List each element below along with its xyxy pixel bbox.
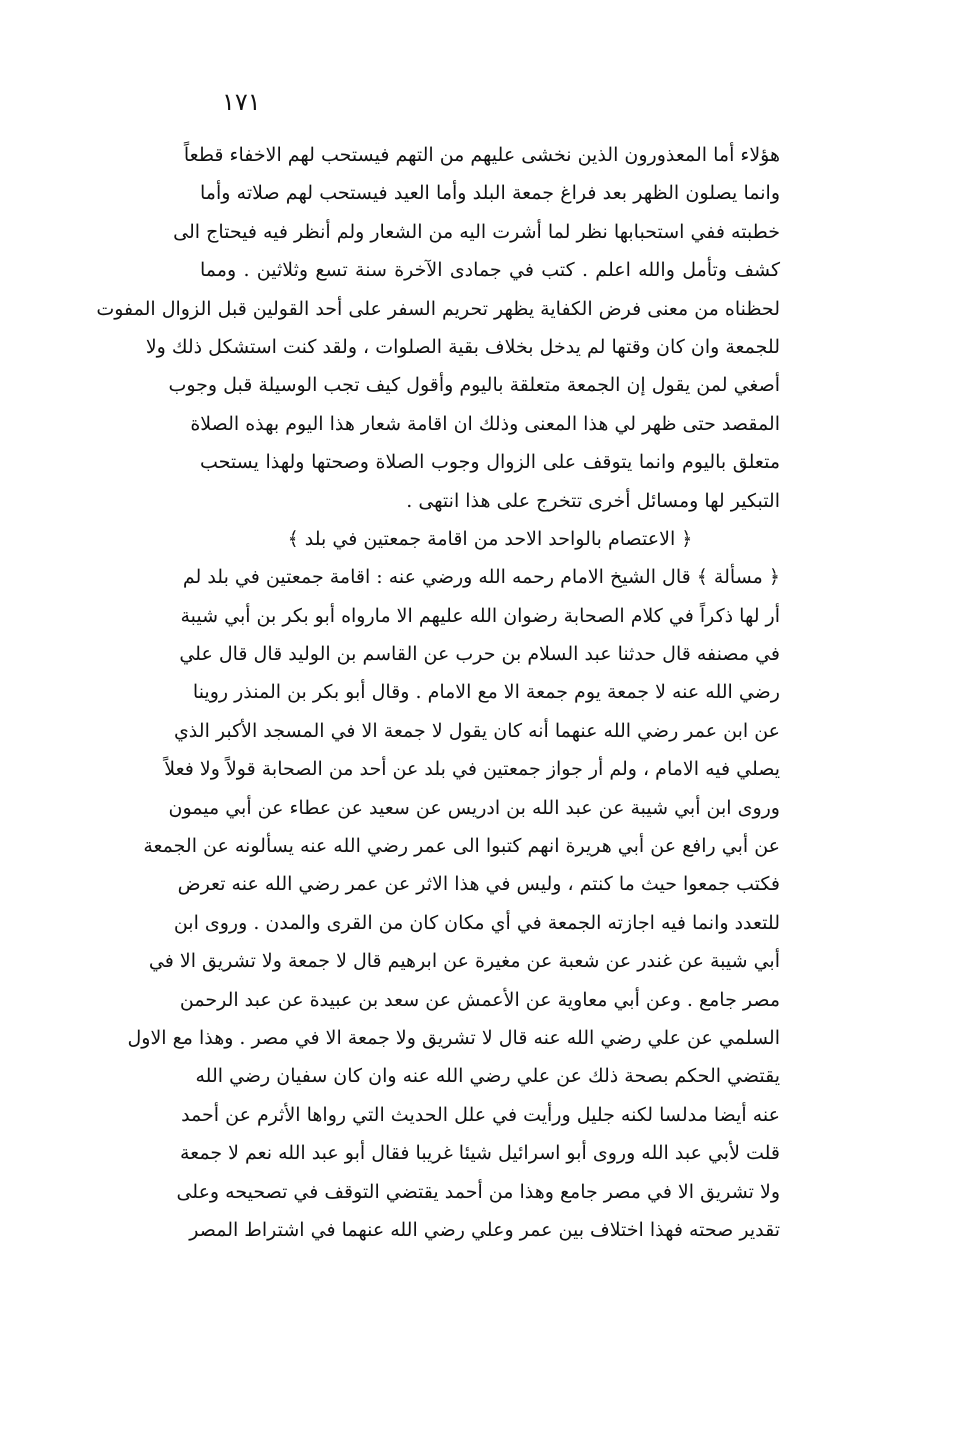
text-line: وروى ابن أبي شيبة عن عبد الله بن ادريس عن سعيد عن عطاء عن أبي ميمون [168, 796, 780, 819]
text-line: كشف وتأمل والله اعلم . كتب في جمادى الآخرة سنة تسع وثلاثين . ومما [200, 259, 780, 282]
text-line: يقتضي الحكم بصحة ذلك عن علي رضي الله عنه وان كان سفيان رضي الله [195, 1065, 780, 1088]
text-line: قلت لأبي عبد الله وروى أبو اسرائيل شيئا غريبا فقال أبو عبد الله نعم لا جمعة [179, 1142, 780, 1165]
text-line: ﴿ مسألة ﴾ قال الشيخ الامام رحمه الله ورضي عنه : اقامة جمعتين في بلد لم [182, 566, 780, 589]
text-line: ولا تشريق الا في مصر جامع وهذا من أحمد يقتضي التوقف في تصحيحه وعلى [176, 1180, 780, 1203]
section-heading: ﴿ الاعتصام بالواحد الاحد من اقامة جمعتين في بلد ﴾ [287, 527, 693, 550]
text-line: أصغي لمن يقول إن الجمعة متعلقة باليوم وأقول كيف تجب الوسيلة قبل وجوب [168, 374, 780, 397]
text-line: هؤلاء أما المعذورون الذين نخشى عليهم من التهم فيستحب لهم الاخفاء قطعاً [183, 144, 780, 166]
text-line: للجمعة وان كان وقتها لم يدخل بخلاف بقية الصلوات ، ولقد كنت استشكل ذلك ولا [145, 335, 780, 358]
text-line: في مصنفه قال حدثنا عبد السلام بن حرب عن القاسم بن الوليد قال قال علي [179, 643, 780, 666]
page-number: ١٧١ [222, 88, 261, 116]
text-line: مصر جامع . وعن أبي معاوية عن الأعمش عن سعد بن عبيدة عن عبد الرحمن [179, 988, 780, 1011]
text-line: التبكير لها ومسائل أخرى تتخرج على هذا انتهى . [406, 489, 780, 512]
text-line: المقصد حتى ظهر لي هذا المعنى وذلك ان اقامة شعار هذا اليوم بهذه الصلاة [190, 412, 780, 435]
text-line: وانما يصلون الظهر بعد فراغ جمعة البلد وأما العيد فيستحب لهم صلاته وأما [200, 182, 780, 205]
text-line: رضي الله عنه لا جمعة يوم جمعة الا مع الامام . وقال أبو بكر بن المنذر روينا [192, 681, 780, 704]
text-line: عنه أيضا مدلسا لكنه جليل ورأيت في علل الحديث التي رواها الأثرم عن أحمد [181, 1103, 780, 1126]
text-line: فكتب جمعوا حيث ما كنتم ، وليس في هذا الاثر عن عمر رضي الله عنه تعرض [177, 873, 780, 896]
text-line: خطبته ففي استحبابها نظر لما أشرت اليه من الشعار ولم أنظر فيه فيحتاج الى [173, 220, 780, 243]
text-line: السلمي عن علي رضي الله عنه قال لا تشريق ولا جمعة الا في مصر . وهذا مع الاول [127, 1026, 780, 1049]
text-line: يصلي فيه الامام ، ولم أر جواز جمعتين في بلد عن أحد من الصحابة قولاً ولا فعلاً [164, 758, 780, 781]
text-line: لحظناه من معنى فرض الكفاية يظهر تحريم السفر على أحد القولين قبل الزوال المفوت [96, 297, 780, 320]
body-text [96, 136, 780, 1249]
text-line: أر لها ذكراً في كلام الصحابة رضوان الله عليهم الا مارواه أبو بكر بن أبي شيبة [180, 604, 780, 627]
text-line: متعلق باليوم وانما يتوقف على الزوال وجوب الصلاة وصحتها ولهذا يستحب [200, 451, 780, 474]
text-line: تقدير صحته فهذا اختلاف بين عمر وعلي رضي الله عنهما في اشتراط المصر [189, 1218, 780, 1241]
text-line: عن ابن عمر رضي الله عنهما أنه كان يقول لا جمعة الا في المسجد الأكبر الذي [173, 719, 780, 742]
text-line: أبي شيبة عن غندر عن شعبة عن مغيرة عن ابرهيم قال لا جمعة ولا تشريق الا في [148, 950, 780, 973]
text-line: عن أبي رافع عن أبي هريرة انهم كتبوا الى عمر رضي الله عنه يسألونه عن الجمعة [143, 835, 780, 858]
text-line: للتعدد وانما فيه اجازته الجمعة في أي مكان كان من القرى والمدن . وروى ابن [173, 911, 780, 934]
